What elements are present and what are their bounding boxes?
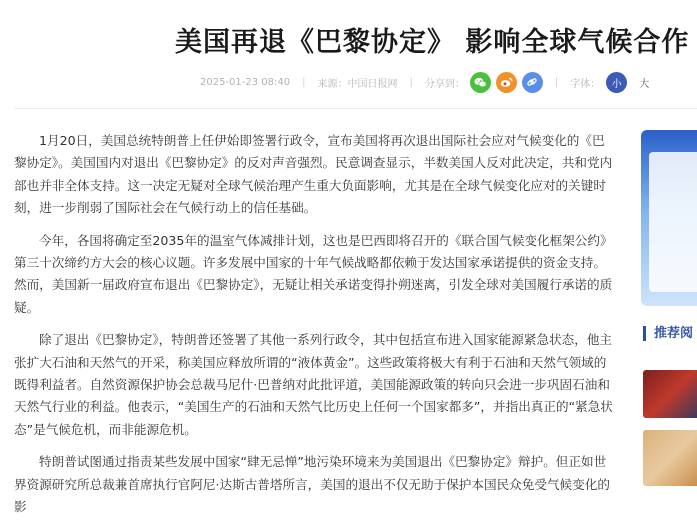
publish-date: 2025-01-23 08:40 (200, 76, 291, 88)
weibo-icon (500, 77, 513, 88)
weibo-share-button[interactable] (496, 72, 517, 93)
recommended-thumbnail[interactable] (643, 370, 697, 418)
article-paragraph: 1月20日，美国总统特朗普上任伊始即签署行政令，宣布美国将再次退出国际社会应对气候变化的《巴黎协定》。美国国内对退出《巴黎协定》的反对声音强烈。民意调查显示，半数美国人反对此决定，共和党内部也并非全体支持。这一决定无疑对全球气候治理产生重大负面影响，尤其是在全球气候变化应对的关键时刻，进一步削弱了国际社会在气候行动上的信任基础。 (14, 133, 613, 216)
sidebar-banner-panel (649, 152, 697, 292)
article-title: 美国再退《巴黎协定》 影响全球气候合作 (175, 27, 690, 58)
wechat-share-button[interactable] (470, 72, 491, 93)
article-source: 来源：中国日报网 (317, 78, 398, 90)
font-size-label: 字体： (570, 78, 601, 90)
font-small-button[interactable]: 小 (606, 72, 627, 93)
article-body (14, 130, 614, 529)
article-meta (200, 70, 649, 94)
header-divider (14, 108, 697, 109)
article-paragraph: 今年，各国将确定至2035年的温室气体减排计划，这也是巴西即将召开的《联合国气候变化框架公约》第三十次缔约方大会的核心议题。许多发展中国家的十年气候战略都依赖于发达国家承诺提供的资金支持。然而，美国新一届政府宣布退出《巴黎协定》，无疑让相关承诺变得扑朔迷离，引发全球对美国履行承诺的质疑。 (14, 232, 613, 315)
wechat-icon (474, 77, 487, 88)
share-label: 分享到： (424, 78, 465, 90)
sidebar (641, 130, 697, 486)
meta-separator: | (409, 76, 413, 88)
copy-link-button[interactable] (522, 72, 543, 93)
font-large-button[interactable]: 大 (639, 78, 650, 90)
article-paragraph: 除了退出《巴黎协定》，特朗普还签署了其他一系列行政令，其中包括宣布进入国家能源紧急状态，他主张扩大石油和天然气的开采，称美国应释放所谓的“液体黄金”。这些政策将极大有利于石油和天然气领域的既得利益者。自然资源保护协会总裁马尼什·巴普纳对此批评道，美国能源政策的转向只会进一步巩固石油和天然气行业的利益。他表示，“美国生产的石油和天然气比历史上任何一个国家都多”，并指出真正的“紧急状态”是气候危机，而非能源危机。 (14, 332, 613, 437)
meta-separator: | (554, 76, 559, 88)
meta-separator: | (302, 76, 306, 88)
recommended-thumbnail[interactable] (643, 430, 697, 486)
recommended-reading-heading: 推荐阅 (643, 326, 697, 341)
sidebar-banner[interactable] (641, 130, 697, 306)
link-icon (526, 76, 538, 88)
article-paragraph: 特朗普试图通过指责某些发展中国家“肆无忌惮”地污染环境来为美国退出《巴黎协定》辩护。但正如世界资源研究所总裁兼首席执行官阿尼·达斯古普塔所言，美国的退出不仅无助于保护本国民众免受气候变化的影 (14, 454, 610, 515)
